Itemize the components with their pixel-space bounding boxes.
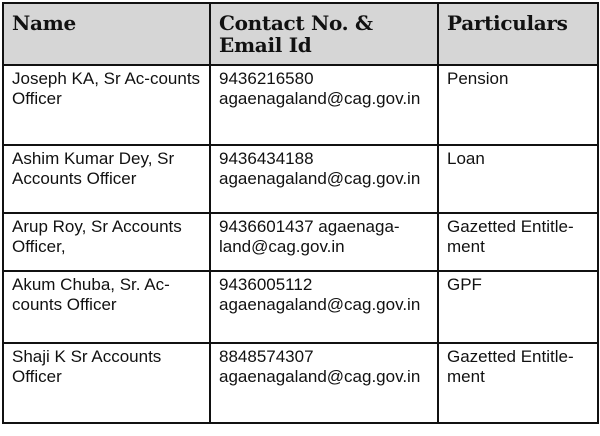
cell-name: Joseph KA, Sr Ac-counts Officer — [3, 65, 210, 145]
cell-contact: 9436005112 agaenagaland@cag.gov.in — [210, 271, 438, 343]
header-contact: Contact No. & Email Id — [210, 3, 438, 65]
cell-name: Arup Roy, Sr Accounts Officer, — [3, 213, 210, 271]
cell-name: Ashim Kumar Dey, Sr Accounts Officer — [3, 145, 210, 213]
cell-name: Akum Chuba, Sr. Ac-counts Officer — [3, 271, 210, 343]
table-row — [3, 145, 598, 213]
cell-particulars: GPF — [438, 271, 598, 343]
table-header-row — [3, 3, 598, 65]
table-row — [3, 213, 598, 271]
contacts-table — [2, 2, 599, 424]
cell-contact: 9436434188 agaenagaland@cag.gov.in — [210, 145, 438, 213]
cell-particulars: Gazetted Entitle-ment — [438, 213, 598, 271]
cell-particulars: Loan — [438, 145, 598, 213]
cell-particulars: Pension — [438, 65, 598, 145]
table-row — [3, 271, 598, 343]
header-particulars: Particulars — [438, 3, 598, 65]
cell-name: Shaji K Sr Accounts Officer — [3, 343, 210, 423]
cell-contact: 9436216580 agaenagaland@cag.gov.in — [210, 65, 438, 145]
cell-contact: 9436601437 agaenaga-land@cag.gov.in — [210, 213, 438, 271]
table-row — [3, 65, 598, 145]
header-name: Name — [3, 3, 210, 65]
table-row — [3, 343, 598, 423]
cell-particulars: Gazetted Entitle-ment — [438, 343, 598, 423]
cell-contact: 8848574307 agaenagaland@cag.gov.in — [210, 343, 438, 423]
